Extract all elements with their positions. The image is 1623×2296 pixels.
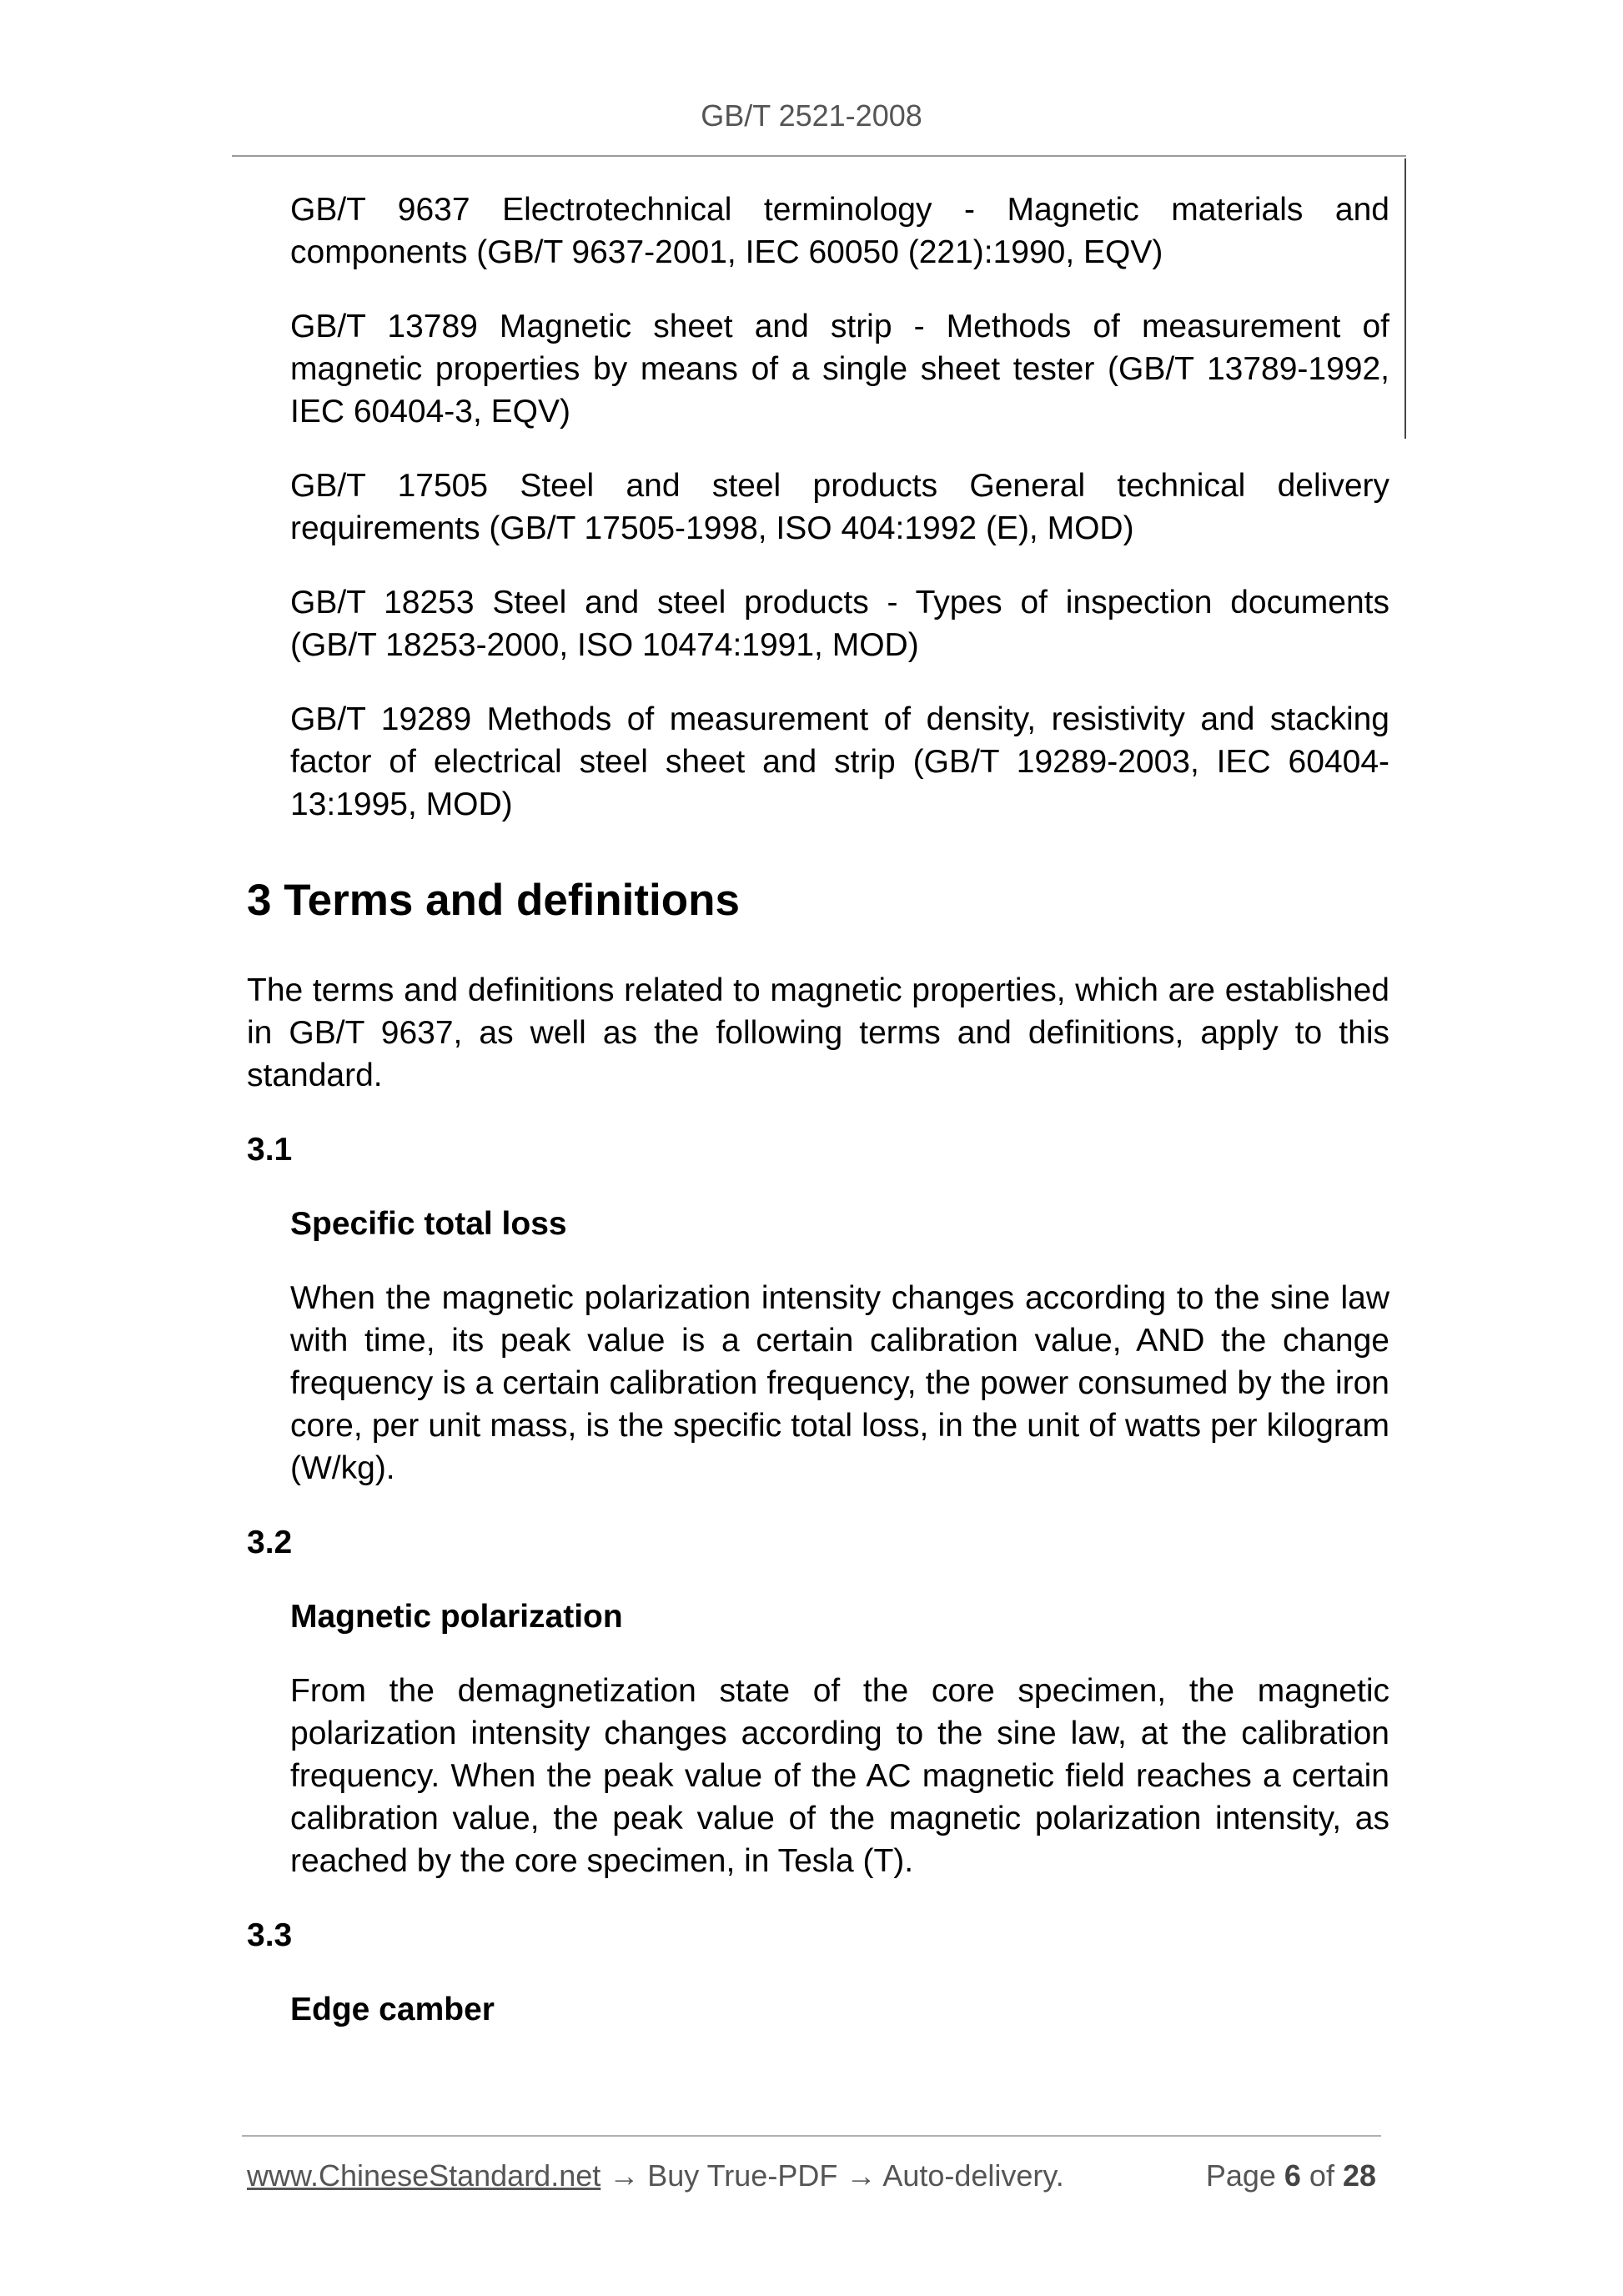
revision-bar bbox=[1404, 158, 1406, 439]
page-content bbox=[247, 188, 1389, 2062]
reference-item: GB/T 19289 Methods of measurement of density, resistivity and stacking factor of electrical steel sheet and strip (GB/T 19289-2003, IEC 60404-13:1995, MOD) bbox=[290, 701, 1389, 822]
header-divider bbox=[232, 155, 1406, 157]
reference-item: GB/T 18253 Steel and steel products - Types of inspection documents (GB/T 18253-2000, ISO 10474:1991, MOD) bbox=[290, 585, 1389, 663]
promo-text: → Buy True-PDF → Auto-delivery. bbox=[600, 2158, 1064, 2193]
reference-item: GB/T 17505 Steel and steel products General technical delivery requirements (GB/T 17505-1998, ISO 404:1992 (E), MOD) bbox=[290, 468, 1389, 546]
clause-number: 3.3 bbox=[247, 1917, 293, 1953]
term-title: Specific total loss bbox=[290, 1206, 567, 1242]
page-header: GB/T 2521-2008 bbox=[701, 98, 922, 133]
term-definition: From the demagnetization state of the core specimen, the magnetic polarization intensity changes according to the sine law, at the calibration frequency. When the peak value of the AC magnetic field reaches a certain calibration value, the peak value of the magnetic polarization intensity, as reached by the core specimen, in Tesla (T). bbox=[290, 1673, 1389, 1879]
reference-item: GB/T 9637 Electrotechnical terminology - Magnetic materials and components (GB/T 9637-2001, IEC 60050 (221):1990, EQV) bbox=[290, 192, 1389, 270]
clause-number: 3.1 bbox=[247, 1132, 293, 1168]
footer-promo bbox=[247, 2158, 1064, 2193]
term-title: Edge camber bbox=[290, 1992, 495, 2027]
footer-divider bbox=[242, 2135, 1381, 2137]
section-title: 3 Terms and definitions bbox=[247, 876, 740, 925]
term-definition: When the magnetic polarization intensity changes according to the sine law with time, its peak value is a certain calibration value, AND the change frequency is a certain calibration frequency, the power consumed by the iron core, per unit mass, is the specific total loss, in the unit of watts per kilogram (W/kg). bbox=[290, 1280, 1389, 1486]
reference-item: GB/T 13789 Magnetic sheet and strip - Methods of measurement of magnetic properties by means of a single sheet tester (GB/T 13789-1992, IEC 60404-3, EQV) bbox=[290, 309, 1389, 430]
clause-number: 3.2 bbox=[247, 1525, 293, 1560]
section-intro: The terms and definitions related to magnetic properties, which are established in GB/T 9637, as well as the following terms and definitions, apply to this standard. bbox=[247, 972, 1389, 1093]
total-pages: 28 bbox=[1342, 2158, 1376, 2193]
website-link[interactable]: www.ChineseStandard.net bbox=[247, 2158, 601, 2193]
term-title: Magnetic polarization bbox=[290, 1599, 623, 1635]
page-number: Page 6 of 28 bbox=[1205, 2158, 1376, 2193]
page-footer bbox=[247, 2158, 1376, 2193]
current-page: 6 bbox=[1284, 2158, 1301, 2193]
